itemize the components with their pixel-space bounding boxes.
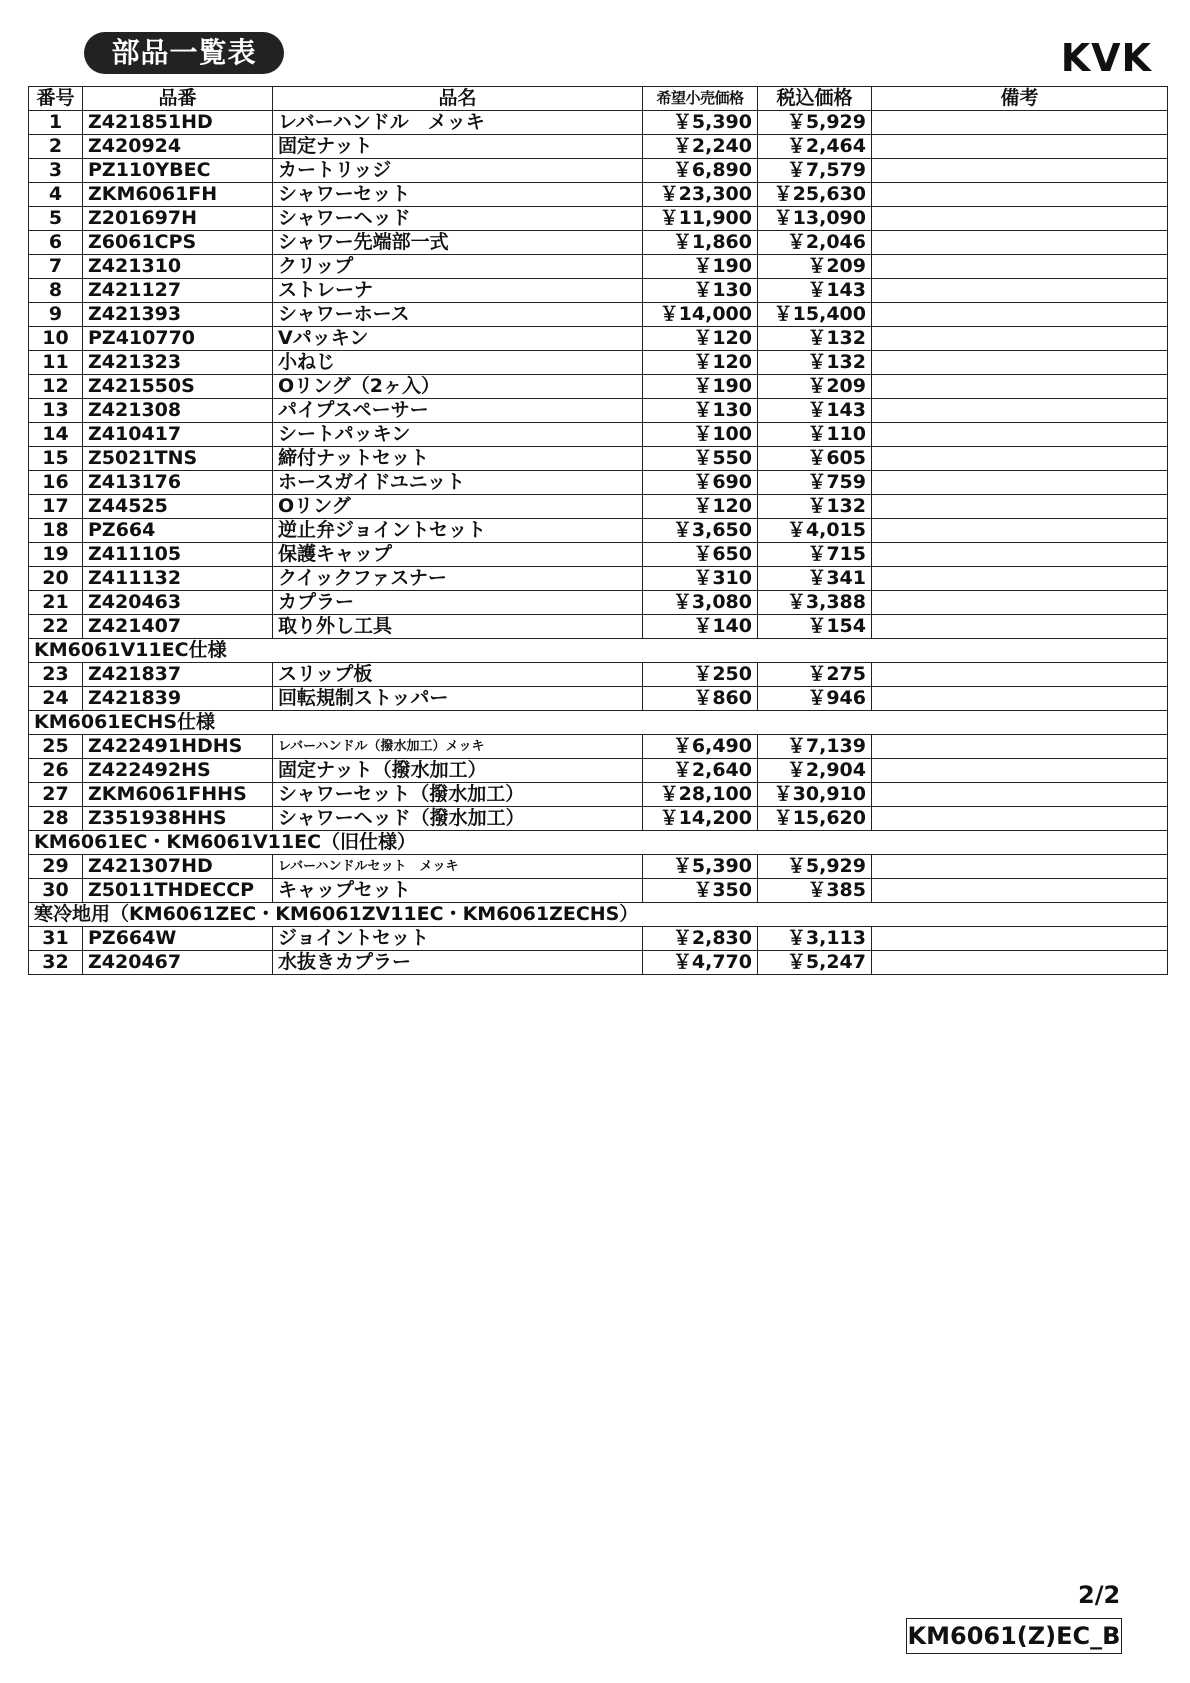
section-label: 寒冷地用（KM6061ZEC・KM6061ZV11EC・KM6061ZECHS） xyxy=(29,903,1168,927)
part-name-cell: スリップ板 xyxy=(273,663,643,687)
table-row xyxy=(29,375,1168,399)
column-header-notes: 備考 xyxy=(872,87,1168,111)
item-number-cell: 11 xyxy=(29,351,83,375)
brand-logo: KVK xyxy=(1060,36,1152,80)
notes-cell xyxy=(872,159,1168,183)
tax-price-cell: ￥7,579 xyxy=(758,159,872,183)
part-code-cell: PZ664 xyxy=(83,519,273,543)
retail-price-cell: ￥11,900 xyxy=(643,207,758,231)
part-name-cell: 小ねじ xyxy=(273,351,643,375)
item-number-cell: 8 xyxy=(29,279,83,303)
table-row xyxy=(29,207,1168,231)
item-number-cell: 14 xyxy=(29,423,83,447)
notes-cell xyxy=(872,951,1168,975)
part-name-cell: 回転規制ストッパー xyxy=(273,687,643,711)
item-number-cell: 22 xyxy=(29,615,83,639)
item-number-cell: 23 xyxy=(29,663,83,687)
part-name-cell: Oリング（2ヶ入） xyxy=(273,375,643,399)
table-row xyxy=(29,687,1168,711)
tax-price-cell: ￥5,929 xyxy=(758,111,872,135)
table-row xyxy=(29,735,1168,759)
notes-cell xyxy=(872,231,1168,255)
item-number-cell: 4 xyxy=(29,183,83,207)
tax-price-cell: ￥2,904 xyxy=(758,759,872,783)
notes-cell xyxy=(872,327,1168,351)
tax-price-cell: ￥275 xyxy=(758,663,872,687)
notes-cell xyxy=(872,495,1168,519)
part-code-cell: Z44525 xyxy=(83,495,273,519)
tax-price-cell: ￥2,464 xyxy=(758,135,872,159)
item-number-cell: 26 xyxy=(29,759,83,783)
part-name-cell: Oリング xyxy=(273,495,643,519)
table-row xyxy=(29,399,1168,423)
retail-price-cell: ￥100 xyxy=(643,423,758,447)
retail-price-cell: ￥250 xyxy=(643,663,758,687)
table-row xyxy=(29,615,1168,639)
part-code-cell: Z5011THDECCP xyxy=(83,879,273,903)
part-code-cell: Z6061CPS xyxy=(83,231,273,255)
table-row xyxy=(29,783,1168,807)
retail-price-cell: ￥860 xyxy=(643,687,758,711)
table-row xyxy=(29,279,1168,303)
tax-price-cell: ￥4,015 xyxy=(758,519,872,543)
table-row xyxy=(29,855,1168,879)
part-code-cell: Z421839 xyxy=(83,687,273,711)
retail-price-cell: ￥2,830 xyxy=(643,927,758,951)
item-number-cell: 19 xyxy=(29,543,83,567)
part-code-cell: Z422491HDHS xyxy=(83,735,273,759)
item-number-cell: 9 xyxy=(29,303,83,327)
notes-cell xyxy=(872,591,1168,615)
part-code-cell: Z421851HD xyxy=(83,111,273,135)
part-code-cell: Z421127 xyxy=(83,279,273,303)
tax-price-cell: ￥25,630 xyxy=(758,183,872,207)
table-row xyxy=(29,303,1168,327)
part-code-cell: Z421323 xyxy=(83,351,273,375)
tax-price-cell: ￥759 xyxy=(758,471,872,495)
item-number-cell: 2 xyxy=(29,135,83,159)
part-name-cell: 保護キャップ xyxy=(273,543,643,567)
part-code-cell: Z411132 xyxy=(83,567,273,591)
part-code-cell: Z422492HS xyxy=(83,759,273,783)
parts-table xyxy=(28,86,1168,975)
table-row xyxy=(29,231,1168,255)
item-number-cell: 3 xyxy=(29,159,83,183)
part-name-cell: シャワーセット xyxy=(273,183,643,207)
part-code-cell: Z351938HHS xyxy=(83,807,273,831)
notes-cell xyxy=(872,375,1168,399)
table-row xyxy=(29,807,1168,831)
section-label: KM6061EC・KM6061V11EC（旧仕様） xyxy=(29,831,1168,855)
notes-cell xyxy=(872,855,1168,879)
retail-price-cell: ￥4,770 xyxy=(643,951,758,975)
retail-price-cell: ￥120 xyxy=(643,351,758,375)
table-row xyxy=(29,135,1168,159)
part-code-cell: Z413176 xyxy=(83,471,273,495)
table-row xyxy=(29,927,1168,951)
tax-price-cell: ￥5,247 xyxy=(758,951,872,975)
table-row xyxy=(29,111,1168,135)
column-header-code: 品番 xyxy=(83,87,273,111)
tax-price-cell: ￥132 xyxy=(758,495,872,519)
retail-price-cell: ￥190 xyxy=(643,255,758,279)
table-row xyxy=(29,951,1168,975)
tax-price-cell: ￥3,388 xyxy=(758,591,872,615)
section-row xyxy=(29,831,1168,855)
tax-price-cell: ￥143 xyxy=(758,399,872,423)
item-number-cell: 16 xyxy=(29,471,83,495)
retail-price-cell: ￥6,490 xyxy=(643,735,758,759)
parts-table-body xyxy=(29,111,1168,975)
section-label: KM6061ECHS仕様 xyxy=(29,711,1168,735)
notes-cell xyxy=(872,759,1168,783)
retail-price-cell: ￥130 xyxy=(643,399,758,423)
column-header-tax-price: 税込価格 xyxy=(758,87,872,111)
retail-price-cell: ￥550 xyxy=(643,447,758,471)
retail-price-cell: ￥2,640 xyxy=(643,759,758,783)
item-number-cell: 12 xyxy=(29,375,83,399)
part-code-cell: Z201697H xyxy=(83,207,273,231)
retail-price-cell: ￥6,890 xyxy=(643,159,758,183)
table-row xyxy=(29,591,1168,615)
retail-price-cell: ￥120 xyxy=(643,327,758,351)
item-number-cell: 15 xyxy=(29,447,83,471)
item-number-cell: 27 xyxy=(29,783,83,807)
table-row xyxy=(29,255,1168,279)
part-code-cell: Z420924 xyxy=(83,135,273,159)
notes-cell xyxy=(872,207,1168,231)
notes-cell xyxy=(872,279,1168,303)
part-name-cell: クリップ xyxy=(273,255,643,279)
part-code-cell: ZKM6061FHHS xyxy=(83,783,273,807)
section-row xyxy=(29,711,1168,735)
item-number-cell: 7 xyxy=(29,255,83,279)
tax-price-cell: ￥132 xyxy=(758,351,872,375)
part-code-cell: PZ410770 xyxy=(83,327,273,351)
part-name-cell: 取り外し工具 xyxy=(273,615,643,639)
part-name-cell: カートリッジ xyxy=(273,159,643,183)
part-name-cell: クイックファスナー xyxy=(273,567,643,591)
table-row xyxy=(29,159,1168,183)
table-row xyxy=(29,519,1168,543)
part-name-cell: レバーハンドルセット メッキ xyxy=(273,855,643,879)
item-number-cell: 1 xyxy=(29,111,83,135)
notes-cell xyxy=(872,615,1168,639)
retail-price-cell: ￥5,390 xyxy=(643,111,758,135)
notes-cell xyxy=(872,567,1168,591)
part-name-cell: ジョイントセット xyxy=(273,927,643,951)
tax-price-cell: ￥132 xyxy=(758,327,872,351)
table-row xyxy=(29,423,1168,447)
item-number-cell: 18 xyxy=(29,519,83,543)
retail-price-cell: ￥3,650 xyxy=(643,519,758,543)
part-name-cell: シャワーセット（撥水加工） xyxy=(273,783,643,807)
notes-cell xyxy=(872,807,1168,831)
tax-price-cell: ￥30,910 xyxy=(758,783,872,807)
tax-price-cell: ￥3,113 xyxy=(758,927,872,951)
retail-price-cell: ￥140 xyxy=(643,615,758,639)
part-name-cell: シャワーヘッド（撥水加工） xyxy=(273,807,643,831)
part-name-cell: シャワーヘッド xyxy=(273,207,643,231)
part-name-cell: キャップセット xyxy=(273,879,643,903)
section-row xyxy=(29,903,1168,927)
item-number-cell: 32 xyxy=(29,951,83,975)
retail-price-cell: ￥120 xyxy=(643,495,758,519)
tax-price-cell: ￥209 xyxy=(758,375,872,399)
notes-cell xyxy=(872,423,1168,447)
part-code-cell: Z421307HD xyxy=(83,855,273,879)
part-name-cell: シートパッキン xyxy=(273,423,643,447)
item-number-cell: 25 xyxy=(29,735,83,759)
item-number-cell: 20 xyxy=(29,567,83,591)
part-code-cell: Z421407 xyxy=(83,615,273,639)
table-row xyxy=(29,543,1168,567)
notes-cell xyxy=(872,543,1168,567)
part-name-cell: Vパッキン xyxy=(273,327,643,351)
table-row xyxy=(29,183,1168,207)
tax-price-cell: ￥385 xyxy=(758,879,872,903)
notes-cell xyxy=(872,927,1168,951)
item-number-cell: 24 xyxy=(29,687,83,711)
notes-cell xyxy=(872,447,1168,471)
part-code-cell: Z410417 xyxy=(83,423,273,447)
part-name-cell: 締付ナットセット xyxy=(273,447,643,471)
item-number-cell: 29 xyxy=(29,855,83,879)
part-name-cell: レバーハンドル メッキ xyxy=(273,111,643,135)
retail-price-cell: ￥23,300 xyxy=(643,183,758,207)
table-row xyxy=(29,351,1168,375)
retail-price-cell: ￥2,240 xyxy=(643,135,758,159)
notes-cell xyxy=(872,471,1168,495)
page-title: 部品一覧表 xyxy=(84,32,284,74)
page-number: 2/2 xyxy=(1078,1581,1121,1609)
part-code-cell: PZ110YBEC xyxy=(83,159,273,183)
tax-price-cell: ￥605 xyxy=(758,447,872,471)
column-header-name: 品名 xyxy=(273,87,643,111)
tax-price-cell: ￥7,139 xyxy=(758,735,872,759)
item-number-cell: 6 xyxy=(29,231,83,255)
part-code-cell: Z421550S xyxy=(83,375,273,399)
tax-price-cell: ￥15,400 xyxy=(758,303,872,327)
item-number-cell: 10 xyxy=(29,327,83,351)
table-header-row xyxy=(29,87,1168,111)
notes-cell xyxy=(872,111,1168,135)
part-name-cell: 固定ナット xyxy=(273,135,643,159)
table-row xyxy=(29,327,1168,351)
tax-price-cell: ￥946 xyxy=(758,687,872,711)
tax-price-cell: ￥110 xyxy=(758,423,872,447)
part-code-cell: Z420463 xyxy=(83,591,273,615)
part-name-cell: シャワー先端部一式 xyxy=(273,231,643,255)
tax-price-cell: ￥143 xyxy=(758,279,872,303)
retail-price-cell: ￥5,390 xyxy=(643,855,758,879)
retail-price-cell: ￥690 xyxy=(643,471,758,495)
item-number-cell: 28 xyxy=(29,807,83,831)
item-number-cell: 5 xyxy=(29,207,83,231)
table-row xyxy=(29,879,1168,903)
table-row xyxy=(29,759,1168,783)
part-name-cell: ホースガイドユニット xyxy=(273,471,643,495)
notes-cell xyxy=(872,687,1168,711)
item-number-cell: 30 xyxy=(29,879,83,903)
part-name-cell: パイプスペーサー xyxy=(273,399,643,423)
part-code-cell: Z421837 xyxy=(83,663,273,687)
notes-cell xyxy=(872,303,1168,327)
section-row xyxy=(29,639,1168,663)
part-name-cell: 逆止弁ジョイントセット xyxy=(273,519,643,543)
tax-price-cell: ￥715 xyxy=(758,543,872,567)
item-number-cell: 31 xyxy=(29,927,83,951)
tax-price-cell: ￥209 xyxy=(758,255,872,279)
retail-price-cell: ￥350 xyxy=(643,879,758,903)
notes-cell xyxy=(872,735,1168,759)
table-row xyxy=(29,447,1168,471)
table-row xyxy=(29,471,1168,495)
part-name-cell: 固定ナット（撥水加工） xyxy=(273,759,643,783)
part-code-cell: ZKM6061FH xyxy=(83,183,273,207)
retail-price-cell: ￥190 xyxy=(643,375,758,399)
model-code-box: KM6061(Z)EC_B xyxy=(906,1618,1122,1654)
part-code-cell: Z421310 xyxy=(83,255,273,279)
tax-price-cell: ￥5,929 xyxy=(758,855,872,879)
part-code-cell: Z421393 xyxy=(83,303,273,327)
notes-cell xyxy=(872,399,1168,423)
tax-price-cell: ￥13,090 xyxy=(758,207,872,231)
notes-cell xyxy=(872,783,1168,807)
part-code-cell: Z420467 xyxy=(83,951,273,975)
part-name-cell: 水抜きカプラー xyxy=(273,951,643,975)
retail-price-cell: ￥14,200 xyxy=(643,807,758,831)
retail-price-cell: ￥130 xyxy=(643,279,758,303)
notes-cell xyxy=(872,183,1168,207)
table-row xyxy=(29,663,1168,687)
notes-cell xyxy=(872,879,1168,903)
notes-cell xyxy=(872,135,1168,159)
retail-price-cell: ￥3,080 xyxy=(643,591,758,615)
tax-price-cell: ￥154 xyxy=(758,615,872,639)
item-number-cell: 21 xyxy=(29,591,83,615)
part-name-cell: シャワーホース xyxy=(273,303,643,327)
part-name-cell: カプラー xyxy=(273,591,643,615)
section-label: KM6061V11EC仕様 xyxy=(29,639,1168,663)
item-number-cell: 17 xyxy=(29,495,83,519)
notes-cell xyxy=(872,351,1168,375)
tax-price-cell: ￥341 xyxy=(758,567,872,591)
retail-price-cell: ￥1,860 xyxy=(643,231,758,255)
part-code-cell: Z421308 xyxy=(83,399,273,423)
notes-cell xyxy=(872,663,1168,687)
part-code-cell: Z411105 xyxy=(83,543,273,567)
table-row xyxy=(29,567,1168,591)
retail-price-cell: ￥28,100 xyxy=(643,783,758,807)
table-row xyxy=(29,495,1168,519)
part-name-cell: ストレーナ xyxy=(273,279,643,303)
notes-cell xyxy=(872,255,1168,279)
retail-price-cell: ￥310 xyxy=(643,567,758,591)
part-code-cell: Z5021TNS xyxy=(83,447,273,471)
notes-cell xyxy=(872,519,1168,543)
column-header-no: 番号 xyxy=(29,87,83,111)
tax-price-cell: ￥2,046 xyxy=(758,231,872,255)
part-code-cell: PZ664W xyxy=(83,927,273,951)
item-number-cell: 13 xyxy=(29,399,83,423)
tax-price-cell: ￥15,620 xyxy=(758,807,872,831)
column-header-retail-price: 希望小売価格 xyxy=(643,87,758,111)
part-name-cell: レバーハンドル（撥水加工）メッキ xyxy=(273,735,643,759)
retail-price-cell: ￥14,000 xyxy=(643,303,758,327)
retail-price-cell: ￥650 xyxy=(643,543,758,567)
